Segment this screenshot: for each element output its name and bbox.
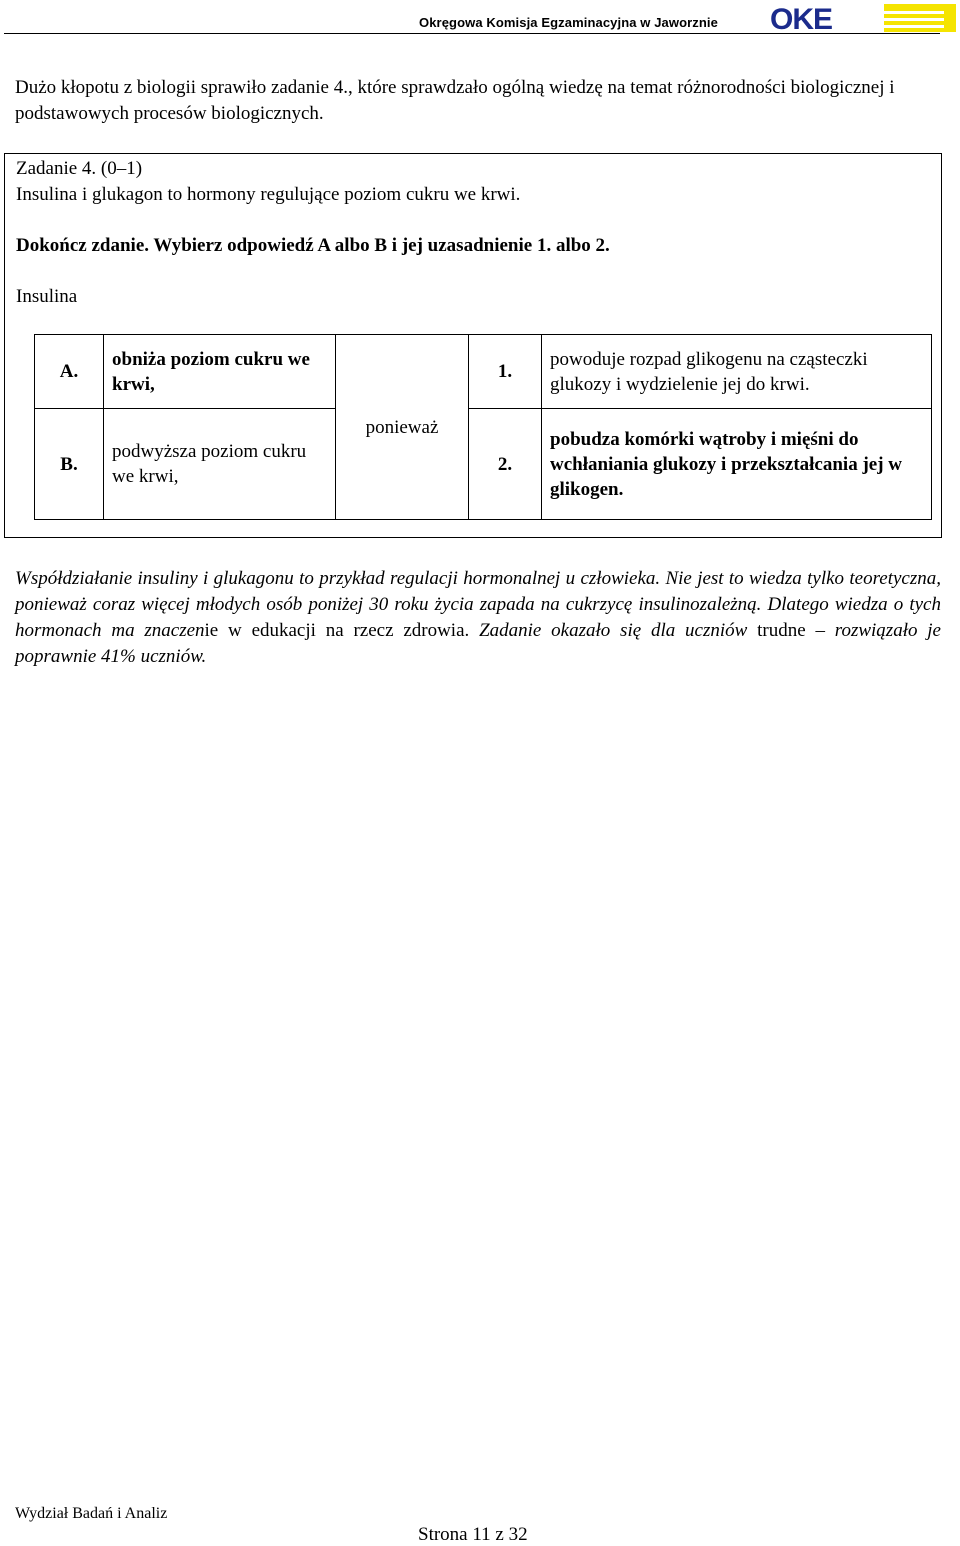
header-rule bbox=[4, 33, 940, 34]
connector: ponieważ bbox=[336, 335, 469, 520]
footer-department: Wydział Badań i Analiz bbox=[15, 1505, 168, 1522]
answer-row-a bbox=[35, 335, 932, 409]
task-lead: Insulina bbox=[16, 286, 78, 307]
header-organization: Okręgowa Komisja Egzaminacyjna w Jaworznie bbox=[419, 15, 718, 30]
task-heading: Zadanie 4. (0–1) bbox=[16, 158, 143, 179]
reason-text-2: pobudza komórki wątroby i mięśni do wchłaniania glukozy i przekształcania jej w glikogen. bbox=[542, 409, 932, 520]
summary-part-1: Współdziałanie insuliny i glukagonu to przykład regulacji hormonalnej u człowieka. Nie jest to wiedza tylko teoretyczna, ponieważ coraz więcej młodych osób poniżej 30 roku życia zapada na cukrzycę insulinozależną. Dlatego wiedza o tych hormonach ma znaczen bbox=[15, 568, 941, 641]
task-box bbox=[4, 153, 942, 538]
reason-text-1: powoduje rozpad glikogenu na cząsteczki glukozy i wydzielenie jej do krwi. bbox=[542, 335, 932, 409]
summary-part-3: Zadanie okazało się dla uczniów bbox=[469, 620, 758, 641]
footer-page-number: Strona 11 z 32 bbox=[418, 1524, 528, 1545]
task-instruction: Dokończ zdanie. Wybierz odpowiedź A albo B i jej uzasadnienie 1. albo 2. bbox=[16, 235, 610, 256]
summary-part-5: – rozwiązało je poprawnie 41% uczniów. bbox=[15, 620, 941, 667]
oke-logo bbox=[766, 4, 956, 32]
option-letter-a: A. bbox=[35, 335, 104, 409]
intro-paragraph: Dużo kłopotu z biologii sprawiło zadanie 4., które sprawdzało ogólną wiedzę na temat różnorodności biologicznej i podstawowych procesów biologicznych. bbox=[15, 77, 895, 124]
option-text-b: podwyższa poziom cukru we krwi, bbox=[104, 409, 336, 520]
reason-number-1: 1. bbox=[469, 335, 542, 409]
answer-row-b bbox=[35, 409, 932, 520]
option-text-a: obniża poziom cukru we krwi, bbox=[104, 335, 336, 409]
task-stem: Insulina i glukagon to hormony regulujące poziom cukru we krwi. bbox=[16, 184, 521, 205]
summary-paragraph bbox=[15, 566, 941, 670]
summary-part-2: ie w edukacji na rzecz zdrowia. bbox=[204, 620, 470, 641]
logo-text: OKE bbox=[770, 4, 833, 32]
answer-table bbox=[34, 334, 932, 520]
option-letter-b: B. bbox=[35, 409, 104, 520]
reason-number-2: 2. bbox=[469, 409, 542, 520]
summary-part-4: trudne bbox=[757, 620, 806, 641]
